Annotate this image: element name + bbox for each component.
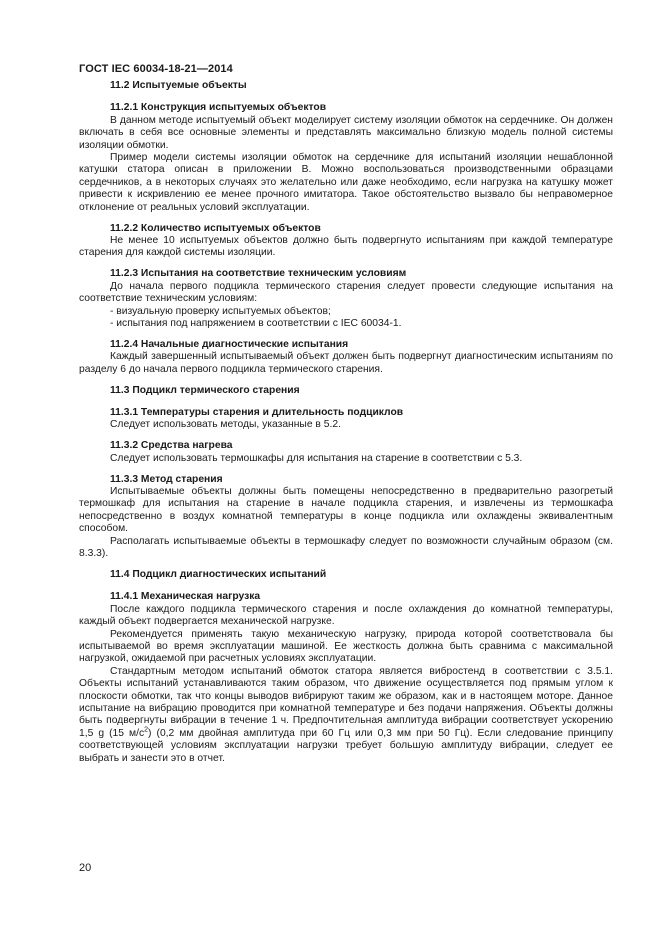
paragraph: Следует использовать термошкафы для испытания на старение в соответствии с 5.3. xyxy=(110,452,523,464)
section-heading: 11.2.1 Конструкция испытуемых объектов xyxy=(110,102,327,114)
paragraph: В данном методе испытуемый объект моделирует систему изоляции обмоток на сердечнике. Он должен включать в себя все основные элементы и представлять максимально близкую модель полной системы изоляции обмотки. xyxy=(79,114,613,151)
document-header: ГОСТ IEC 60034-18-21—2014 xyxy=(79,63,233,75)
paragraph: После каждого подцикла термического старения и после охлаждения до комнатной температуры, каждый объект подвергается механической нагрузке. xyxy=(79,603,613,628)
paragraph: До начала первого подцикла термического старения следует провести следующие испытания на соответствие техническим условиям: xyxy=(79,280,613,305)
section-11-2-3 xyxy=(79,268,613,330)
section-heading: 11.3.1 Температуры старения и длительность подциклов xyxy=(110,406,404,418)
paragraph: Рекомендуется применять такую механическую нагрузку, природа которой соответствовала бы испытываемой во время эксплуатации машиной. Ее жесткость должна быть сравнима с максимальной нагрузкой, ожидаемой при расчетных условиях эксплуатации. xyxy=(79,628,613,665)
section-heading: 11.4 Подцикл диагностических испытаний xyxy=(110,568,327,580)
section-heading: 11.2.4 Начальные диагностические испытания xyxy=(110,338,349,350)
document-body xyxy=(79,80,613,774)
section-heading: 11.3.2 Средства нагрева xyxy=(110,440,233,452)
section-11-3-3 xyxy=(79,474,613,561)
paragraph: Не менее 10 испытуемых объектов должно быть подвергнуто испытаниям при каждой температуре старения для каждой системы изоляции. xyxy=(79,234,613,259)
superscript: 2 xyxy=(144,726,149,734)
section-heading: 11.4.1 Механическая нагрузка xyxy=(110,591,261,603)
list-item: - испытания под напряжением в соответствии с IEC 60034-1. xyxy=(110,317,402,329)
section-11-4 xyxy=(79,569,613,581)
paragraph-text-part: ) (0,2 мм двойная амплитуда при 60 Гц или 0,3 мм при 50 Гц). Если следование принципу соответствующей условиям эксплуатации нагрузки требует большую амплитуду вибрации, следует ее выбрать и занести это в отчет. xyxy=(79,727,613,764)
section-heading: 11.3.3 Метод старения xyxy=(110,473,223,485)
list-item: - визуальную проверку испытуемых объектов; xyxy=(110,305,331,317)
section-11-2 xyxy=(79,80,613,92)
paragraph: Следует использовать методы, указанные в 5.2. xyxy=(110,419,341,431)
paragraph: Испытываемые объекты должны быть помещены непосредственно в предварительно разогретый термошкаф для испытания на старение в начале подцикла старения, и извлечены из термошкафа непосредственно в воздух комнатной температуры в конце подцикла или охлаждены эквивалентным способом. xyxy=(79,485,613,535)
section-11-3 xyxy=(79,385,613,397)
section-11-2-1 xyxy=(79,102,613,214)
section-11-3-2 xyxy=(79,440,613,465)
paragraph: Каждый завершенный испытываемый объект должен быть подвергнут диагностическим испытаниям по разделу 6 до начала первого подцикла термического старения. xyxy=(79,351,613,375)
section-heading: 11.2.3 Испытания на соответствие техническим условиям xyxy=(110,268,407,280)
paragraph-vibration xyxy=(79,666,613,765)
section-11-2-4 xyxy=(79,339,613,376)
section-heading: 11.3 Подцикл термического старения xyxy=(110,384,300,396)
paragraph-text-part: Стандартным методом испытаний обмоток статора является вибростенд в соответствии с 3.5.1. Объекты испытаний устанавливаются таким образом, что движение осуществляется под прямым углом к плоскости обмотки, так что концы выводов вибрируют таким же образом, как и в настоящем моторе. Данное испытание на вибрацию проводится при комнатной температуре и без подачи напряжения. Объекты должны быть подвергнуты вибрации в течение 1 ч. Предпочтительная амплитуда вибрации соответствует ускорению 1,5 g (15 м/с xyxy=(79,665,613,739)
section-11-3-1 xyxy=(79,407,613,432)
section-heading: 11.2.2 Количество испытуемых объектов xyxy=(110,222,321,234)
section-11-4-1 xyxy=(79,591,613,765)
page-number: 20 xyxy=(79,862,92,874)
section-heading: 11.2 Испытуемые объекты xyxy=(110,80,247,91)
section-11-2-2 xyxy=(79,223,613,260)
paragraph: Пример модели системы изоляции обмоток на сердечнике для испытаний изоляции нешаблонной катушки статора описан в приложении B. Можно воспользоваться производственными образцами сердечников, а в некоторых случаях это желательно или даже необходимо, если нагрузка на катушку может привести к искривлению ее менее прочного имитатора. Такое обстоятельство вызвало бы неправомерное отклонение от реальных условий эксплуатации. xyxy=(79,152,613,213)
paragraph: Располагать испытываемые объекты в термошкафу следует по возможности случайным образом (см. 8.3.3). xyxy=(79,535,613,559)
